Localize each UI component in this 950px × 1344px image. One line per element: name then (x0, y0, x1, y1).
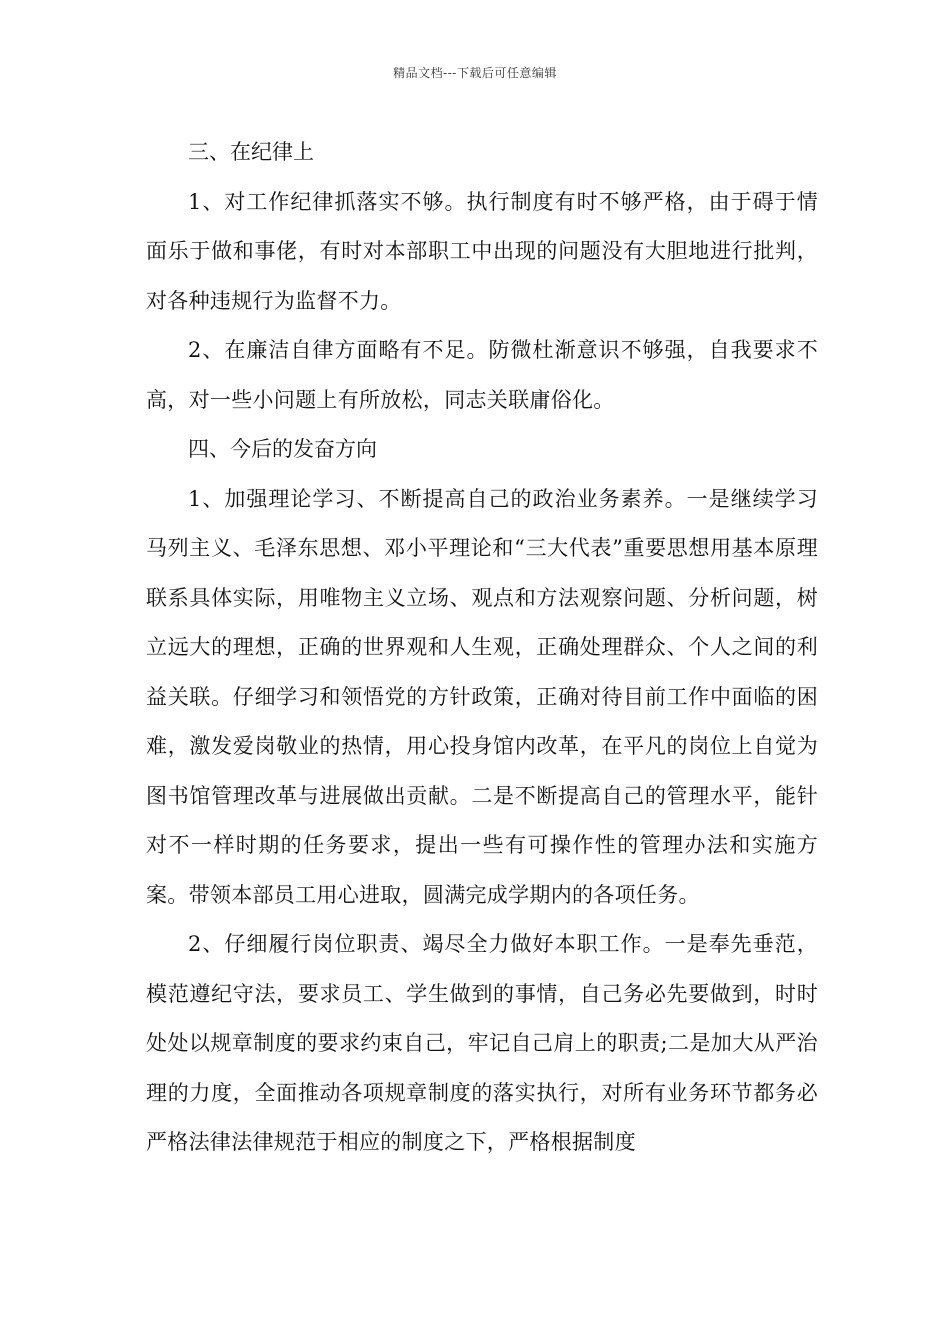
section-heading-future-direction: 四、今后的发奋方向 (188, 437, 377, 461)
paragraph-future-2: 2、仔细履行岗位职责、竭尽全力做好本职工作。一是奉先垂范，模范遵纪守法，要求员工、学生做到的事情，自己务必先要做到，时时处处以规章制度的要求约束自己，牢记自己肩上的职责;二是加大从严治理的力度，全面推动各项规章制度的落实执行，对所有业务环节都务必严格法律法律规范于相应的制度之下，严格根据制度 (146, 932, 818, 1154)
page-header: 精品文档---下载后可任意编辑 (393, 66, 557, 80)
document-body (146, 128, 818, 1168)
paragraph-discipline-1: 1、对工作纪律抓落实不够。执行制度有时不够严格，由于碍于情面乐于做和事佬，有时对本部职工中出现的问题没有大胆地进行批判，对各种违规行为监督不力。 (146, 189, 818, 313)
section-heading-discipline: 三、在纪律上 (188, 140, 314, 164)
paragraph-discipline-2: 2、在廉洁自律方面略有不足。防微杜渐意识不够强，自我要求不高，对一些小问题上有所放松，同志关联庸俗化。 (146, 338, 818, 412)
paragraph-future-1: 1、加强理论学习、不断提高自己的政治业务素养。一是继续学习马列主义、毛泽东思想、邓小平理论和“三大代表”重要思想用基本原理联系具体实际，用唯物主义立场、观点和方法观察问题、分析问题，树立远大的理想，正确的世界观和人生观，正确处理群众、个人之间的利益关联。仔细学习和领悟党的方针政策，正确对待目前工作中面临的困难，激发爱岗敬业的热情，用心投身馆内改革，在平凡的岗位上自觉为图书馆管理改革与进展做出贡献。二是不断提高自己的管理水平，能针对不一样时期的任务要求，提出一些有可操作性的管理办法和实施方案。带领本部员工用心进取，圆满完成学期内的各项任务。 (146, 486, 818, 907)
